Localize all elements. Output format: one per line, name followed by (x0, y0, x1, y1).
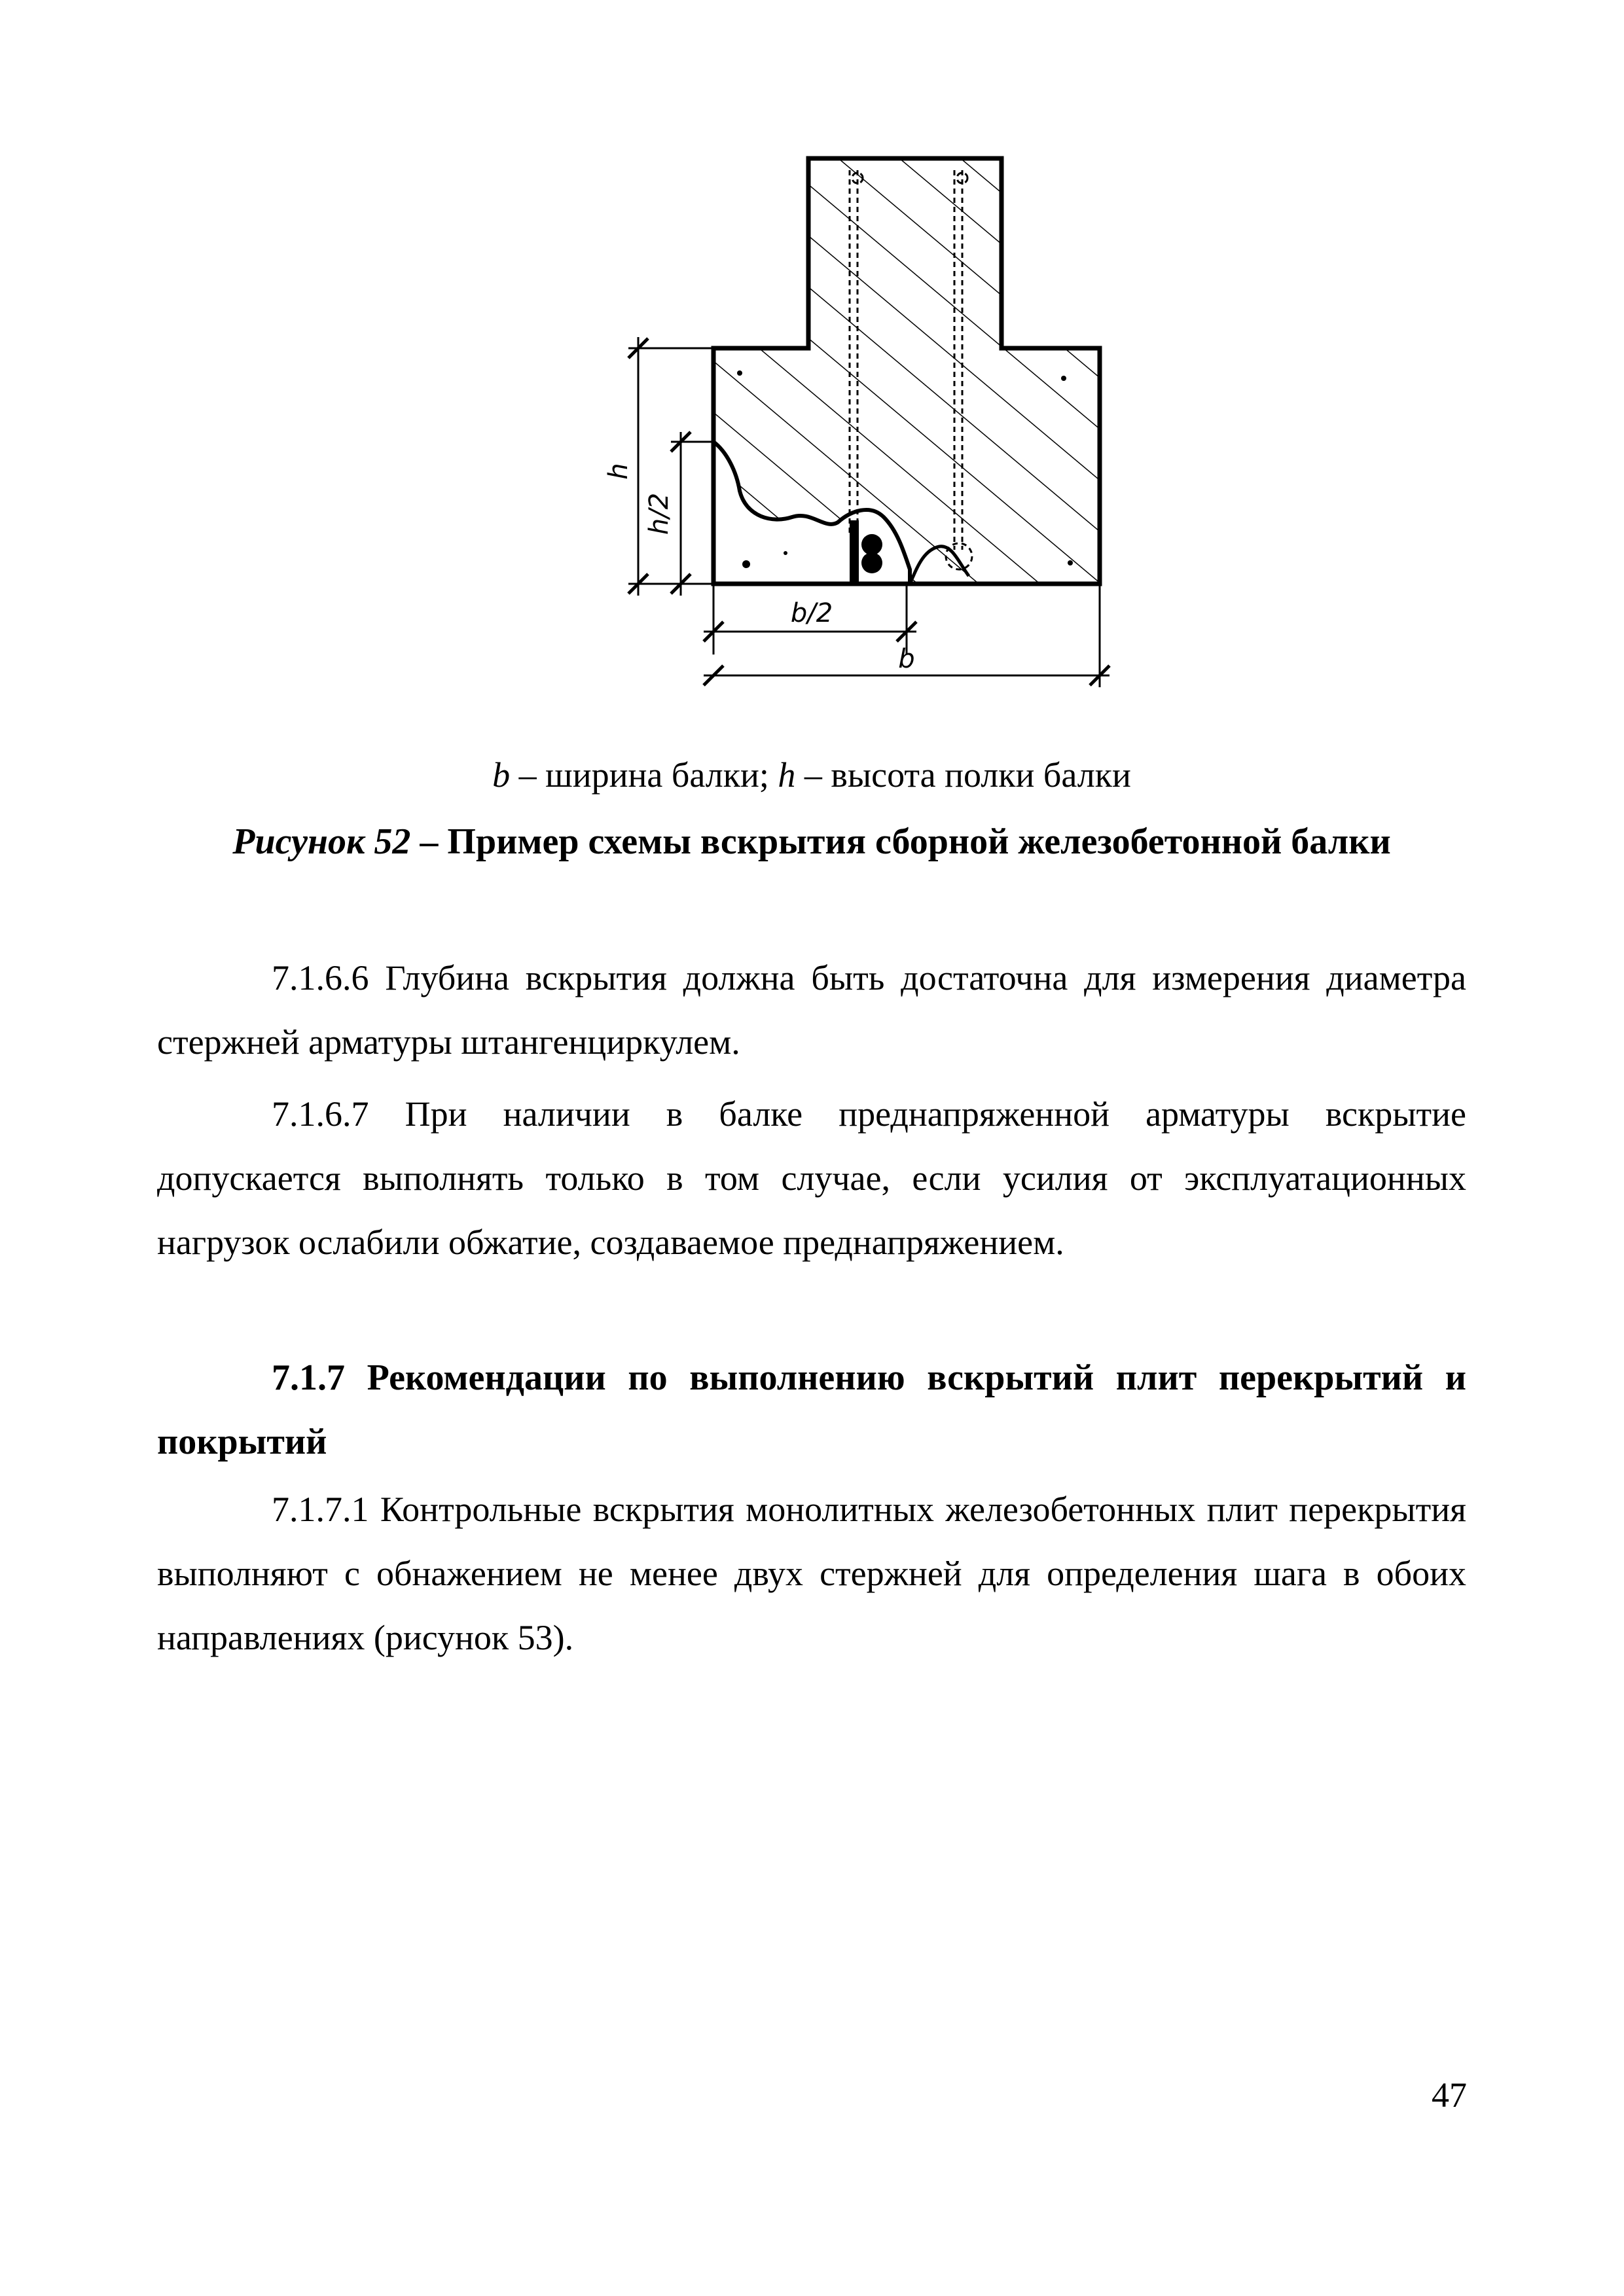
dimension-b-label: b (898, 644, 915, 674)
dimension-h-half (671, 432, 713, 596)
figure-label: Рисунок 52 (232, 821, 411, 862)
page-number: 47 (1432, 2075, 1467, 2115)
figure-legend (157, 751, 1466, 798)
legend-symbol-h: h (778, 755, 796, 795)
paragraph-text: 7.1.6.6 Глубина вскрытия должна быть достаточна для измерения диаметра стержней арматуры штангенциркулем. (157, 958, 1466, 1062)
paragraph-7-1-7-1 (157, 1477, 1466, 1670)
dimension-h-label: h (604, 463, 634, 480)
dimension-b-half-label: b/2 (790, 598, 833, 628)
dimension-h (628, 337, 713, 596)
legend-h-text: – высота полки балки (795, 755, 1131, 795)
paragraph-7-1-6-6 (157, 946, 1466, 1074)
exposed-bar (850, 520, 882, 583)
paragraph-text: 7.1.6.7 При наличии в балке преднапряженной арматуры вскрытие допускается выполнять только в том случае, если усилия от эксплуатационных нагрузок ослабили обжатие, создаваемое преднапряжением. (157, 1094, 1466, 1262)
dimension-h-half-label: h/2 (644, 492, 674, 535)
beam-opening-diagram (576, 144, 1132, 713)
legend-b-text: – ширина балки; (510, 755, 778, 795)
legend-symbol-b: b (492, 755, 511, 795)
concrete-hatching (707, 144, 1113, 602)
figure-caption (157, 818, 1466, 865)
paragraph-text: 7.1.7.1 Контрольные вскрытия монолитных железобетонных плит перекрытия выполняют с обнажением не менее двух стержней для определения шага в обоих направлениях (рисунок 53). (157, 1490, 1466, 1657)
figure-title: – Пример схемы вскрытия сборной железобетонной балки (410, 821, 1391, 862)
section-heading-7-1-7 (157, 1346, 1466, 1474)
paragraph-7-1-6-7 (157, 1082, 1466, 1274)
heading-text: 7.1.7 Рекомендации по выполнению вскрытий плит перекрытий и покрытий (157, 1357, 1466, 1462)
